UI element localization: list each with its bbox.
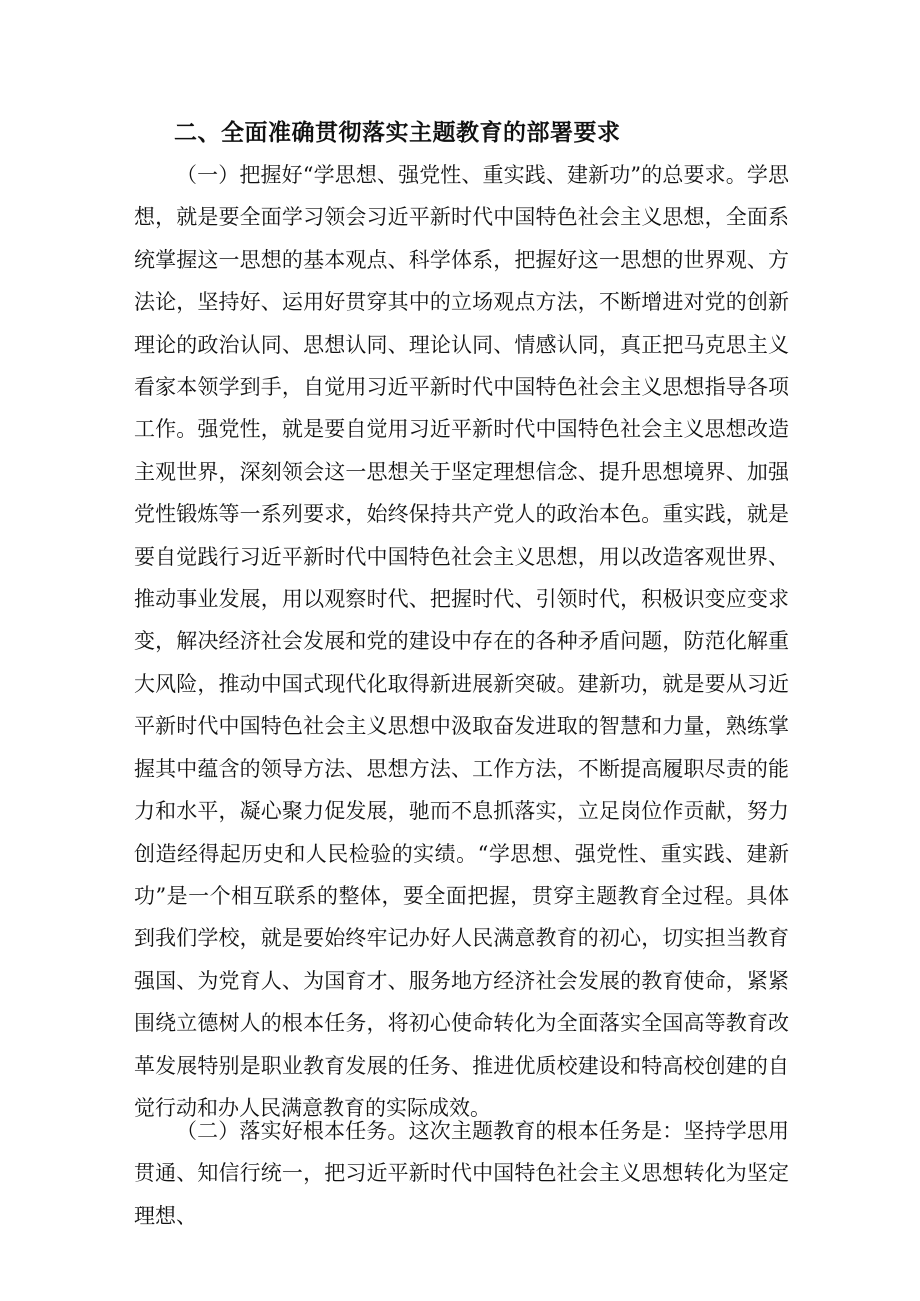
paragraph-fundamental-task [134,1110,789,1237]
paragraph-lead: （一）把握好“学思想、强党性、重实践、建新功”的总要求。 [176,163,747,187]
paragraph-lead: （二）落实好根本任务。 [176,1119,409,1143]
paragraph-overall-requirements [134,154,789,1129]
section-heading: 二、全面准确贯彻落实主题教育的部署要求 [174,120,621,146]
paragraph-body: 这次主题教育的根本任务是：坚持学思用贯通、知信行统一，把习近平新时代中国特色社会主义思想转化为坚定理想、 [134,1119,790,1228]
paragraph-body: 学思想，就是要全面学习领会习近平新时代中国特色社会主义思想，全面系统掌握这一思想的基本观点、科学体系，把握好这一思想的世界观、方法论，坚持好、运用好贯穿其中的立场观点方法，不断增进对党的创新理论的政治认同、思想认同、理论认同、情感认同，真正把马克思主义看家本领学到手，自觉用习近平新时代中国特色社会主义思想指导各项工作。强党性，就是要自觉用习近平新时代中国特色社会主义思想改造主观世界，深刻领会这一思想关于坚定理想信念、提升思想境界、加强党性锻炼等一系列要求，始终保持共产党人的政治本色。重实践，就是要自觉践行习近平新时代中国特色社会主义思想，用以改造客观世界、推动事业发展，用以观察时代、把握时代、引领时代，积极识变应变求变，解决经济社会发展和党的建设中存在的各种矛盾问题，防范化解重大风险，推动中国式现代化取得新进展新突破。建新功，就是要从习近平新时代中国特色社会主义思想中汲取奋发进取的智慧和力量，熟练掌握其中蕴含的领导方法、思想方法、工作方法，不断提高履职尽责的能力和水平，凝心聚力促发展，驰而不息抓落实，立足岗位作贡献，努力创造经得起历史和人民检验的实绩。“学思想、强党性、重实践、建新功”是一个相互联系的整体，要全面把握，贯穿主题教育全过程。具体到我们学校，就是要始终牢记办好人民满意教育的初心，切实担当教育强国、为党育人、为国育才、服务地方经济社会发展的教育使命，紧紧围绕立德树人的根本任务，将初心使命转化为全面落实全国高等教育改革发展特别是职业教育发展的任务、推进优质校建设和特高校创建的自觉行动和办人民满意教育的实际成效。 [134,163,789,1120]
